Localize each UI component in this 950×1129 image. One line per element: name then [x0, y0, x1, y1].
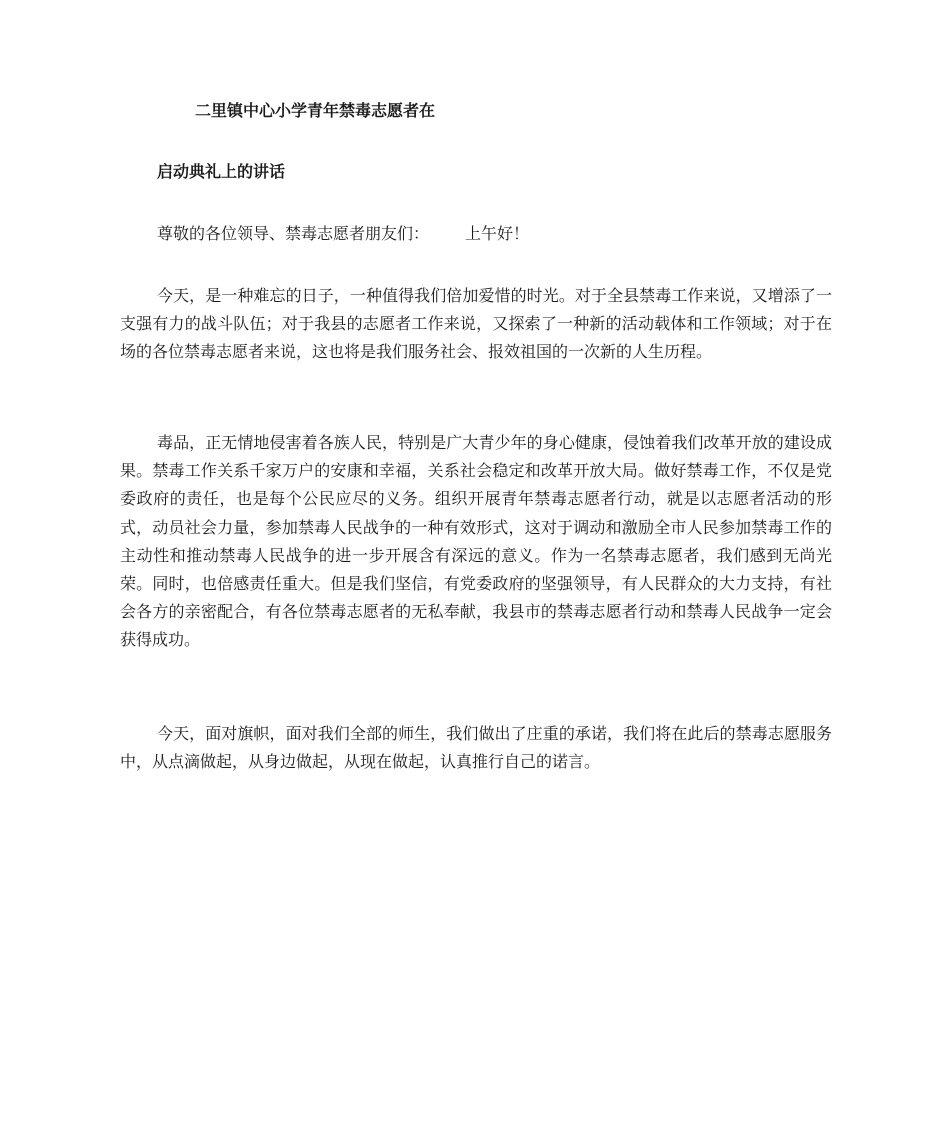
- paragraph-1: 今天，是一种难忘的日子，一种值得我们倍加爱惜的时光。对于全县禁毒工作来说，又增添了一支强有力的战斗队伍；对于我县的志愿者工作来说，又探索了一种新的活动载体和工作领域；对于在场的各位禁毒志愿者来说，这也将是我们服务社会、报效祖国的一次新的人生历程。: [120, 286, 832, 362]
- title-line-2: 启动典礼上的讲话: [157, 162, 286, 181]
- salutation: 尊敬的各位领导、禁毒志愿者朋友们：: [157, 224, 430, 243]
- title-line-1: 二里镇中心小学青年禁毒志愿者在: [195, 101, 436, 120]
- paragraph-3: 今天，面对旗帜，面对我们全部的师生，我们做出了庄重的承诺，我们将在此后的禁毒志愿服务中，从点滴做起，从身边做起，从现在做起，认真推行自己的诺言。: [120, 724, 832, 772]
- greeting: 上午好！: [465, 224, 530, 243]
- paragraph-2: 毒品，正无情地侵害着各族人民，特别是广大青少年的身心健康，侵蚀着我们改革开放的建设成果。禁毒工作关系千家万户的安康和幸福，关系社会稳定和改革开放大局。做好禁毒工作，不仅是党委政府的责任，也是每个公民应尽的义务。组织开展青年禁毒志愿者行动，就是以志愿者活动的形式，动员社会力量，参加禁毒人民战争的一种有效形式，这对于调动和激励全市人民参加禁毒工作的主动性和推动禁毒人民战争的进一步开展含有深远的意义。作为一名禁毒志愿者，我们感到无尚光荣。同时，也倍感责任重大。但是我们坚信，有党委政府的坚强领导，有人民群众的大力支持，有社会各方的亲密配合，有各位禁毒志愿者的无私奉献，我县市的禁毒志愿者行动和禁毒人民战争一定会获得成功。: [120, 433, 832, 650]
- salutation-line: [157, 223, 529, 245]
